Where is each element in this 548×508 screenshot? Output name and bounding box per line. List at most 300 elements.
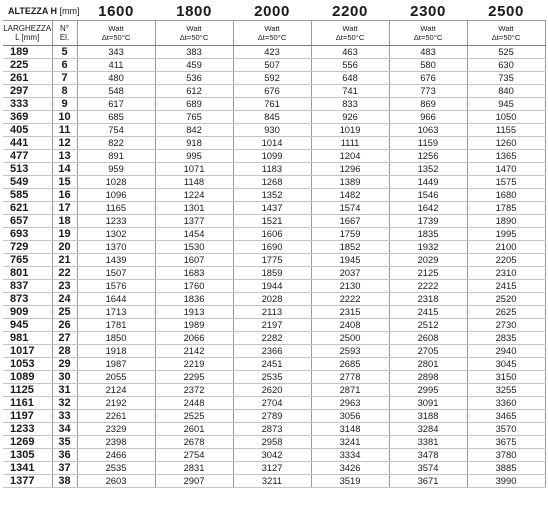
table-row xyxy=(3,98,545,111)
width-cell: 333 xyxy=(3,98,52,111)
watt-value-cell: 1454 xyxy=(155,228,233,241)
watt-value-cell: 2197 xyxy=(233,319,311,332)
watt-value-cell: 2500 xyxy=(311,332,389,345)
table-row xyxy=(3,293,545,306)
watt-value-cell: 2222 xyxy=(389,280,467,293)
watt-value-cell: 1111 xyxy=(311,137,389,150)
watt-label: Watt xyxy=(264,24,280,33)
elements-cell: 22 xyxy=(52,267,77,280)
watt-value-cell: 930 xyxy=(233,124,311,137)
watt-value-cell: 383 xyxy=(155,46,233,59)
watt-value-cell: 2100 xyxy=(467,241,545,254)
watt-value-cell: 2372 xyxy=(155,384,233,397)
watt-value-cell: 3091 xyxy=(389,397,467,410)
watt-value-cell: 1944 xyxy=(233,280,311,293)
watt-value-cell: 1690 xyxy=(233,241,311,254)
watt-header-cell xyxy=(389,21,467,46)
elements-unit: El. xyxy=(59,33,70,42)
watt-value-cell: 840 xyxy=(467,85,545,98)
watt-value-cell: 2831 xyxy=(155,462,233,475)
altezza-unit: [mm] xyxy=(59,6,80,16)
width-cell: 909 xyxy=(3,306,52,319)
elements-cell: 32 xyxy=(52,397,77,410)
width-cell: 1125 xyxy=(3,384,52,397)
watt-value-cell: 1296 xyxy=(311,163,389,176)
elements-cell: 31 xyxy=(52,384,77,397)
watt-value-cell: 3381 xyxy=(389,436,467,449)
watt-value-cell: 2329 xyxy=(77,423,155,436)
watt-value-cell: 1945 xyxy=(311,254,389,267)
table-row xyxy=(3,111,545,124)
width-cell: 1197 xyxy=(3,410,52,423)
watt-label: Watt xyxy=(420,24,436,33)
watt-value-cell: 2705 xyxy=(389,345,467,358)
watt-value-cell: 3042 xyxy=(233,449,311,462)
watt-value-cell: 3519 xyxy=(311,475,389,488)
watt-value-cell: 2963 xyxy=(311,397,389,410)
watt-value-cell: 1377 xyxy=(155,215,233,228)
watt-value-cell: 3675 xyxy=(467,436,545,449)
watt-value-cell: 1370 xyxy=(77,241,155,254)
table-row xyxy=(3,306,545,319)
watt-value-cell: 3360 xyxy=(467,397,545,410)
watt-value-cell: 741 xyxy=(311,85,389,98)
watt-value-cell: 945 xyxy=(467,98,545,111)
radiator-output-table-sheet xyxy=(3,2,545,488)
watt-value-cell: 3284 xyxy=(389,423,467,436)
larghezza-header xyxy=(3,21,52,46)
watt-value-cell: 1606 xyxy=(233,228,311,241)
watt-value-cell: 689 xyxy=(155,98,233,111)
watt-value-cell: 556 xyxy=(311,59,389,72)
watt-value-cell: 3211 xyxy=(233,475,311,488)
watt-value-cell: 2222 xyxy=(311,293,389,306)
watt-value-cell: 480 xyxy=(77,72,155,85)
watt-value-cell: 3990 xyxy=(467,475,545,488)
watt-value-cell: 2512 xyxy=(389,319,467,332)
delta-label: Δt=50°C xyxy=(101,33,131,42)
table-row xyxy=(3,176,545,189)
watt-value-cell: 2608 xyxy=(389,332,467,345)
elements-cell: 17 xyxy=(52,202,77,215)
table-row xyxy=(3,137,545,150)
width-cell: 261 xyxy=(3,72,52,85)
watt-value-cell: 2295 xyxy=(155,371,233,384)
elements-cell: 18 xyxy=(52,215,77,228)
watt-value-cell: 2408 xyxy=(311,319,389,332)
watt-value-cell: 343 xyxy=(77,46,155,59)
watt-value-cell: 1852 xyxy=(311,241,389,254)
watt-value-cell: 2055 xyxy=(77,371,155,384)
elements-cell: 8 xyxy=(52,85,77,98)
width-cell: 585 xyxy=(3,189,52,202)
watt-value-cell: 3127 xyxy=(233,462,311,475)
watt-value-cell: 2789 xyxy=(233,410,311,423)
watt-value-cell: 891 xyxy=(77,150,155,163)
watt-value-cell: 3671 xyxy=(389,475,467,488)
watt-value-cell: 1607 xyxy=(155,254,233,267)
radiator-output-table xyxy=(3,2,546,488)
width-cell: 1377 xyxy=(3,475,52,488)
watt-value-cell: 822 xyxy=(77,137,155,150)
watt-value-cell: 1850 xyxy=(77,332,155,345)
watt-value-cell: 2525 xyxy=(155,410,233,423)
elements-header xyxy=(52,21,77,46)
watt-value-cell: 1449 xyxy=(389,176,467,189)
width-cell: 873 xyxy=(3,293,52,306)
watt-value-cell: 2801 xyxy=(389,358,467,371)
table-row xyxy=(3,163,545,176)
watt-value-cell: 2535 xyxy=(77,462,155,475)
watt-value-cell: 1233 xyxy=(77,215,155,228)
watt-value-cell: 483 xyxy=(389,46,467,59)
watt-value-cell: 2958 xyxy=(233,436,311,449)
watt-value-cell: 2315 xyxy=(311,306,389,319)
watt-value-cell: 1759 xyxy=(311,228,389,241)
watt-header-cell xyxy=(233,21,311,46)
height-col-1600: 1600 xyxy=(77,2,155,21)
watt-value-cell: 1063 xyxy=(389,124,467,137)
watt-value-cell: 2754 xyxy=(155,449,233,462)
elements-cell: 19 xyxy=(52,228,77,241)
watt-value-cell: 423 xyxy=(233,46,311,59)
watt-value-cell: 2125 xyxy=(389,267,467,280)
watt-value-cell: 580 xyxy=(389,59,467,72)
elements-cell: 7 xyxy=(52,72,77,85)
width-cell: 1089 xyxy=(3,371,52,384)
watt-value-cell: 2520 xyxy=(467,293,545,306)
watt-value-cell: 1760 xyxy=(155,280,233,293)
watt-value-cell: 3241 xyxy=(311,436,389,449)
watt-value-cell: 2310 xyxy=(467,267,545,280)
watt-value-cell: 1987 xyxy=(77,358,155,371)
watt-value-cell: 3574 xyxy=(389,462,467,475)
table-row xyxy=(3,59,545,72)
elements-cell: 15 xyxy=(52,176,77,189)
watt-value-cell: 525 xyxy=(467,46,545,59)
elements-cell: 16 xyxy=(52,189,77,202)
watt-value-cell: 2704 xyxy=(233,397,311,410)
watt-value-cell: 2871 xyxy=(311,384,389,397)
watt-value-cell: 754 xyxy=(77,124,155,137)
table-row xyxy=(3,397,545,410)
watt-value-cell: 3465 xyxy=(467,410,545,423)
width-cell: 837 xyxy=(3,280,52,293)
watt-value-cell: 3334 xyxy=(311,449,389,462)
watt-value-cell: 2835 xyxy=(467,332,545,345)
watt-value-cell: 1165 xyxy=(77,202,155,215)
watt-value-cell: 1268 xyxy=(233,176,311,189)
width-cell: 945 xyxy=(3,319,52,332)
watt-value-cell: 548 xyxy=(77,85,155,98)
watt-value-cell: 1352 xyxy=(389,163,467,176)
watt-label: Watt xyxy=(186,24,202,33)
table-row xyxy=(3,462,545,475)
watt-value-cell: 2466 xyxy=(77,449,155,462)
watt-value-cell: 869 xyxy=(389,98,467,111)
watt-value-cell: 2448 xyxy=(155,397,233,410)
watt-value-cell: 2261 xyxy=(77,410,155,423)
watt-value-cell: 2130 xyxy=(311,280,389,293)
table-row xyxy=(3,423,545,436)
table-row xyxy=(3,46,545,59)
watt-value-cell: 2603 xyxy=(77,475,155,488)
width-cell: 1305 xyxy=(3,449,52,462)
watt-value-cell: 612 xyxy=(155,85,233,98)
watt-value-cell: 1389 xyxy=(311,176,389,189)
watt-value-cell: 1683 xyxy=(155,267,233,280)
watt-value-cell: 918 xyxy=(155,137,233,150)
watt-value-cell: 3255 xyxy=(467,384,545,397)
table-row xyxy=(3,345,545,358)
watt-header-cell xyxy=(311,21,389,46)
table-row xyxy=(3,332,545,345)
watt-value-cell: 966 xyxy=(389,111,467,124)
watt-value-cell: 2907 xyxy=(155,475,233,488)
watt-value-cell: 2282 xyxy=(233,332,311,345)
watt-value-cell: 2601 xyxy=(155,423,233,436)
watt-value-cell: 1836 xyxy=(155,293,233,306)
watt-header-cell xyxy=(77,21,155,46)
watt-value-cell: 1995 xyxy=(467,228,545,241)
elements-cell: 6 xyxy=(52,59,77,72)
table-row xyxy=(3,150,545,163)
watt-value-cell: 2625 xyxy=(467,306,545,319)
watt-value-cell: 1642 xyxy=(389,202,467,215)
table-row xyxy=(3,189,545,202)
watt-value-cell: 2940 xyxy=(467,345,545,358)
elements-label: N° xyxy=(60,24,69,33)
watt-value-cell: 1071 xyxy=(155,163,233,176)
watt-value-cell: 2219 xyxy=(155,358,233,371)
elements-cell: 10 xyxy=(52,111,77,124)
watt-value-cell: 648 xyxy=(311,72,389,85)
watt-value-cell: 1521 xyxy=(233,215,311,228)
width-cell: 1269 xyxy=(3,436,52,449)
watt-value-cell: 2593 xyxy=(311,345,389,358)
watt-value-cell: 2995 xyxy=(389,384,467,397)
watt-value-cell: 1507 xyxy=(77,267,155,280)
watt-value-cell: 1302 xyxy=(77,228,155,241)
larghezza-label: LARGHEZZA xyxy=(3,24,52,33)
watt-value-cell: 3056 xyxy=(311,410,389,423)
watt-value-cell: 1713 xyxy=(77,306,155,319)
height-header-row xyxy=(3,2,545,21)
watt-value-cell: 411 xyxy=(77,59,155,72)
width-cell: 477 xyxy=(3,150,52,163)
watt-value-cell: 1574 xyxy=(311,202,389,215)
watt-value-cell: 1644 xyxy=(77,293,155,306)
height-col-2300: 2300 xyxy=(389,2,467,21)
watt-value-cell: 2113 xyxy=(233,306,311,319)
watt-value-cell: 1530 xyxy=(155,241,233,254)
watt-value-cell: 2898 xyxy=(389,371,467,384)
watt-value-cell: 1099 xyxy=(233,150,311,163)
watt-value-cell: 3148 xyxy=(311,423,389,436)
watt-value-cell: 1781 xyxy=(77,319,155,332)
watt-value-cell: 1183 xyxy=(233,163,311,176)
watt-value-cell: 995 xyxy=(155,150,233,163)
watt-value-cell: 1890 xyxy=(467,215,545,228)
table-row xyxy=(3,384,545,397)
width-cell: 405 xyxy=(3,124,52,137)
table-row xyxy=(3,254,545,267)
table-row xyxy=(3,371,545,384)
table-row xyxy=(3,436,545,449)
table-row xyxy=(3,280,545,293)
height-col-2200: 2200 xyxy=(311,2,389,21)
elements-cell: 34 xyxy=(52,423,77,436)
watt-value-cell: 685 xyxy=(77,111,155,124)
table-row xyxy=(3,228,545,241)
watt-value-cell: 1667 xyxy=(311,215,389,228)
width-cell: 765 xyxy=(3,254,52,267)
delta-label: Δt=50°C xyxy=(179,33,209,42)
elements-cell: 12 xyxy=(52,137,77,150)
elements-cell: 27 xyxy=(52,332,77,345)
watt-value-cell: 3045 xyxy=(467,358,545,371)
watt-value-cell: 1365 xyxy=(467,150,545,163)
watt-value-cell: 765 xyxy=(155,111,233,124)
watt-value-cell: 592 xyxy=(233,72,311,85)
watt-label: Watt xyxy=(342,24,358,33)
elements-cell: 5 xyxy=(52,46,77,59)
watt-value-cell: 959 xyxy=(77,163,155,176)
watt-value-cell: 1256 xyxy=(389,150,467,163)
watt-value-cell: 3570 xyxy=(467,423,545,436)
width-cell: 513 xyxy=(3,163,52,176)
watt-value-cell: 2685 xyxy=(311,358,389,371)
width-cell: 981 xyxy=(3,332,52,345)
watt-value-cell: 2028 xyxy=(233,293,311,306)
watt-value-cell: 459 xyxy=(155,59,233,72)
width-cell: 1341 xyxy=(3,462,52,475)
width-cell: 1161 xyxy=(3,397,52,410)
elements-cell: 11 xyxy=(52,124,77,137)
watt-value-cell: 2620 xyxy=(233,384,311,397)
elements-cell: 35 xyxy=(52,436,77,449)
watt-value-cell: 676 xyxy=(233,85,311,98)
width-cell: 693 xyxy=(3,228,52,241)
elements-cell: 9 xyxy=(52,98,77,111)
watt-value-cell: 2124 xyxy=(77,384,155,397)
width-cell: 801 xyxy=(3,267,52,280)
elements-cell: 23 xyxy=(52,280,77,293)
table-row xyxy=(3,202,545,215)
watt-value-cell: 617 xyxy=(77,98,155,111)
height-col-1800: 1800 xyxy=(155,2,233,21)
watt-value-cell: 1204 xyxy=(311,150,389,163)
watt-value-cell: 676 xyxy=(389,72,467,85)
altezza-label: ALTEZZA H xyxy=(8,6,57,16)
width-cell: 729 xyxy=(3,241,52,254)
watt-value-cell: 3478 xyxy=(389,449,467,462)
watt-label: Watt xyxy=(108,24,124,33)
watt-value-cell: 630 xyxy=(467,59,545,72)
altezza-header xyxy=(3,2,80,21)
watt-value-cell: 1785 xyxy=(467,202,545,215)
watt-value-cell: 2873 xyxy=(233,423,311,436)
watt-value-cell: 2318 xyxy=(389,293,467,306)
elements-cell: 28 xyxy=(52,345,77,358)
elements-cell: 37 xyxy=(52,462,77,475)
watt-value-cell: 1437 xyxy=(233,202,311,215)
elements-cell: 25 xyxy=(52,306,77,319)
watt-value-cell: 2678 xyxy=(155,436,233,449)
table-row xyxy=(3,449,545,462)
watt-value-cell: 2535 xyxy=(233,371,311,384)
watt-value-cell: 2451 xyxy=(233,358,311,371)
watt-value-cell: 1014 xyxy=(233,137,311,150)
width-cell: 189 xyxy=(3,46,52,59)
watt-value-cell: 1932 xyxy=(389,241,467,254)
watt-value-cell: 2398 xyxy=(77,436,155,449)
table-row xyxy=(3,85,545,98)
watt-value-cell: 2037 xyxy=(311,267,389,280)
elements-cell: 38 xyxy=(52,475,77,488)
watt-value-cell: 1301 xyxy=(155,202,233,215)
elements-cell: 24 xyxy=(52,293,77,306)
watt-value-cell: 1096 xyxy=(77,189,155,202)
elements-cell: 36 xyxy=(52,449,77,462)
delta-label: Δt=50°C xyxy=(335,33,365,42)
table-row xyxy=(3,215,545,228)
watt-value-cell: 2066 xyxy=(155,332,233,345)
elements-cell: 21 xyxy=(52,254,77,267)
watt-value-cell: 2415 xyxy=(467,280,545,293)
table-row xyxy=(3,267,545,280)
width-cell: 297 xyxy=(3,85,52,98)
table-row xyxy=(3,358,545,371)
watt-value-cell: 1546 xyxy=(389,189,467,202)
watt-value-cell: 2366 xyxy=(233,345,311,358)
delta-label: Δt=50°C xyxy=(491,33,521,42)
table-row xyxy=(3,319,545,332)
watt-value-cell: 3426 xyxy=(311,462,389,475)
elements-cell: 14 xyxy=(52,163,77,176)
table-row xyxy=(3,475,545,488)
height-col-2500: 2500 xyxy=(467,2,545,21)
watt-value-cell: 735 xyxy=(467,72,545,85)
watt-value-cell: 3885 xyxy=(467,462,545,475)
height-col-2000: 2000 xyxy=(233,2,311,21)
larghezza-unit: L [mm] xyxy=(15,33,40,42)
elements-cell: 26 xyxy=(52,319,77,332)
watt-value-cell: 1019 xyxy=(311,124,389,137)
watt-value-cell: 1050 xyxy=(467,111,545,124)
watt-value-cell: 536 xyxy=(155,72,233,85)
watt-value-cell: 3150 xyxy=(467,371,545,384)
watt-value-cell: 1859 xyxy=(233,267,311,280)
unit-header-row xyxy=(3,21,545,46)
watt-value-cell: 1482 xyxy=(311,189,389,202)
watt-value-cell: 1224 xyxy=(155,189,233,202)
watt-value-cell: 507 xyxy=(233,59,311,72)
watt-value-cell: 3780 xyxy=(467,449,545,462)
watt-value-cell: 3188 xyxy=(389,410,467,423)
elements-cell: 30 xyxy=(52,371,77,384)
watt-header-cell xyxy=(155,21,233,46)
watt-value-cell: 1775 xyxy=(233,254,311,267)
width-cell: 441 xyxy=(3,137,52,150)
width-cell: 1053 xyxy=(3,358,52,371)
width-cell: 225 xyxy=(3,59,52,72)
watt-label: Watt xyxy=(498,24,514,33)
watt-value-cell: 1576 xyxy=(77,280,155,293)
watt-value-cell: 2778 xyxy=(311,371,389,384)
watt-value-cell: 2192 xyxy=(77,397,155,410)
width-cell: 621 xyxy=(3,202,52,215)
